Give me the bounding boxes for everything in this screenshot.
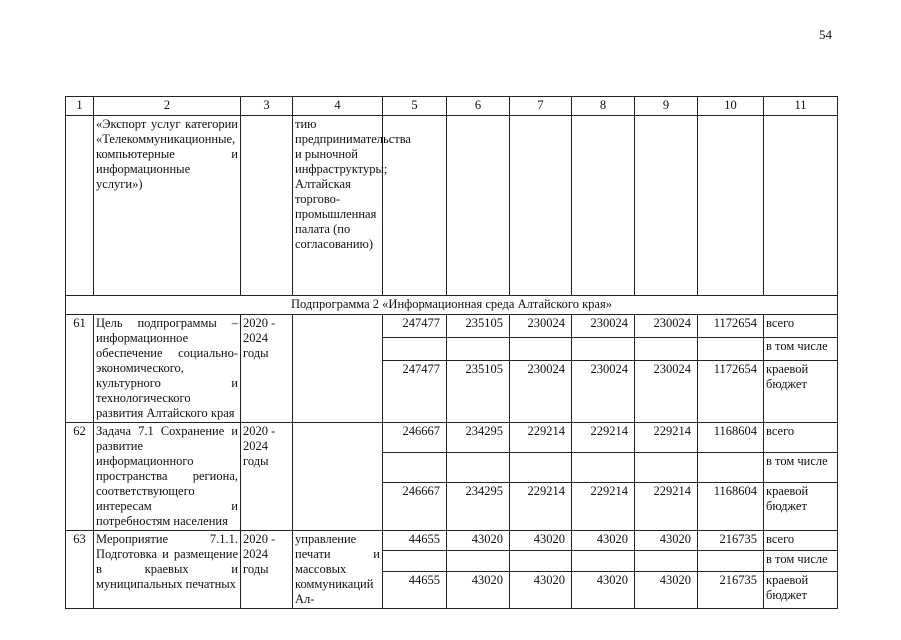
continuation-row xyxy=(66,116,838,296)
value-cell: 43020 xyxy=(635,571,698,608)
header-cell: 6 xyxy=(447,97,510,116)
header-cell: 7 xyxy=(510,97,572,116)
funding-label: всего xyxy=(764,531,838,551)
funding-label: в том числе xyxy=(764,551,838,571)
header-row xyxy=(66,97,838,116)
value-cell: 246667 xyxy=(383,423,447,453)
value-cell: 216735 xyxy=(698,531,764,551)
funding-label: в том числе xyxy=(764,338,838,361)
table-row xyxy=(66,531,838,551)
section-title: Подпрограмма 2 «Информационная среда Алтайского края» xyxy=(66,296,838,315)
value-cell: 229214 xyxy=(635,423,698,453)
funding-label: краевой бюджет xyxy=(764,361,838,423)
value-cell: 229214 xyxy=(572,483,635,531)
value-cell: 230024 xyxy=(635,315,698,338)
value-cell: 43020 xyxy=(572,531,635,551)
row-name: Цель подпрограммы – информационное обеспечение социально-экономического, культурного и технологического развития Алтайского края xyxy=(94,315,241,423)
value-cell: 230024 xyxy=(510,315,572,338)
value-cell: 229214 xyxy=(510,423,572,453)
value-cell: 230024 xyxy=(572,315,635,338)
value-cell: 247477 xyxy=(383,361,447,423)
value-cell: 229214 xyxy=(572,423,635,453)
funding-label: всего xyxy=(764,423,838,453)
value-cell: 246667 xyxy=(383,483,447,531)
value-cell: 230024 xyxy=(572,361,635,423)
value-cell: 43020 xyxy=(447,571,510,608)
header-cell: 10 xyxy=(698,97,764,116)
table-row xyxy=(66,423,838,453)
header-cell: 9 xyxy=(635,97,698,116)
value-cell: 235105 xyxy=(447,361,510,423)
value-cell: 1172654 xyxy=(698,315,764,338)
funding-label: всего xyxy=(764,315,838,338)
row-number: 61 xyxy=(66,315,94,423)
value-cell: 229214 xyxy=(635,483,698,531)
header-cell: 3 xyxy=(241,97,293,116)
value-cell: 234295 xyxy=(447,483,510,531)
page-number: 54 xyxy=(819,27,832,42)
funding-label: краевой бюджет xyxy=(764,571,838,608)
row-executor: управление печати и массовых коммуникаций Ал- xyxy=(293,531,383,609)
section-row xyxy=(66,296,838,315)
row-number: 62 xyxy=(66,423,94,531)
value-cell: 43020 xyxy=(447,531,510,551)
value-cell: 43020 xyxy=(635,531,698,551)
value-cell: 247477 xyxy=(383,315,447,338)
continuation-executor: тию предпринимательства и рыночной инфраструктуры; Алтайская торгово-промышленная палата (по согласованию) xyxy=(293,116,383,296)
header-cell: 1 xyxy=(66,97,94,116)
value-cell: 44655 xyxy=(383,531,447,551)
value-cell: 43020 xyxy=(510,531,572,551)
value-cell: 216735 xyxy=(698,571,764,608)
value-cell: 43020 xyxy=(510,571,572,608)
value-cell: 44655 xyxy=(383,571,447,608)
table-row xyxy=(66,315,838,338)
row-number: 63 xyxy=(66,531,94,609)
value-cell: 1168604 xyxy=(698,423,764,453)
value-cell: 1168604 xyxy=(698,483,764,531)
value-cell: 230024 xyxy=(635,361,698,423)
row-period: 2020 - 2024 годы xyxy=(241,423,293,531)
row-period: 2020 - 2024 годы xyxy=(241,531,293,609)
value-cell: 235105 xyxy=(447,315,510,338)
value-cell: 1172654 xyxy=(698,361,764,423)
header-cell: 11 xyxy=(764,97,838,116)
header-cell: 2 xyxy=(94,97,241,116)
row-name: Задача 7.1 Сохранение и развитие информационного пространства региона, соответствующего интересам и потребностям населения xyxy=(94,423,241,531)
header-cell: 4 xyxy=(293,97,383,116)
row-name: Мероприятие 7.1.1. Подготовка и размещение в краевых и муниципальных печатных xyxy=(94,531,241,609)
continuation-name: «Экспорт услуг категории «Телекоммуникационные, компьютерные и информационные услуги») xyxy=(94,116,241,296)
value-cell: 229214 xyxy=(510,483,572,531)
row-period: 2020 - 2024 годы xyxy=(241,315,293,423)
program-table xyxy=(65,96,838,609)
header-cell: 8 xyxy=(572,97,635,116)
funding-label: краевой бюджет xyxy=(764,483,838,531)
row-executor xyxy=(293,315,383,423)
header-cell: 5 xyxy=(383,97,447,116)
value-cell: 43020 xyxy=(572,571,635,608)
value-cell: 234295 xyxy=(447,423,510,453)
row-executor xyxy=(293,423,383,531)
value-cell: 230024 xyxy=(510,361,572,423)
funding-label: в том числе xyxy=(764,453,838,483)
